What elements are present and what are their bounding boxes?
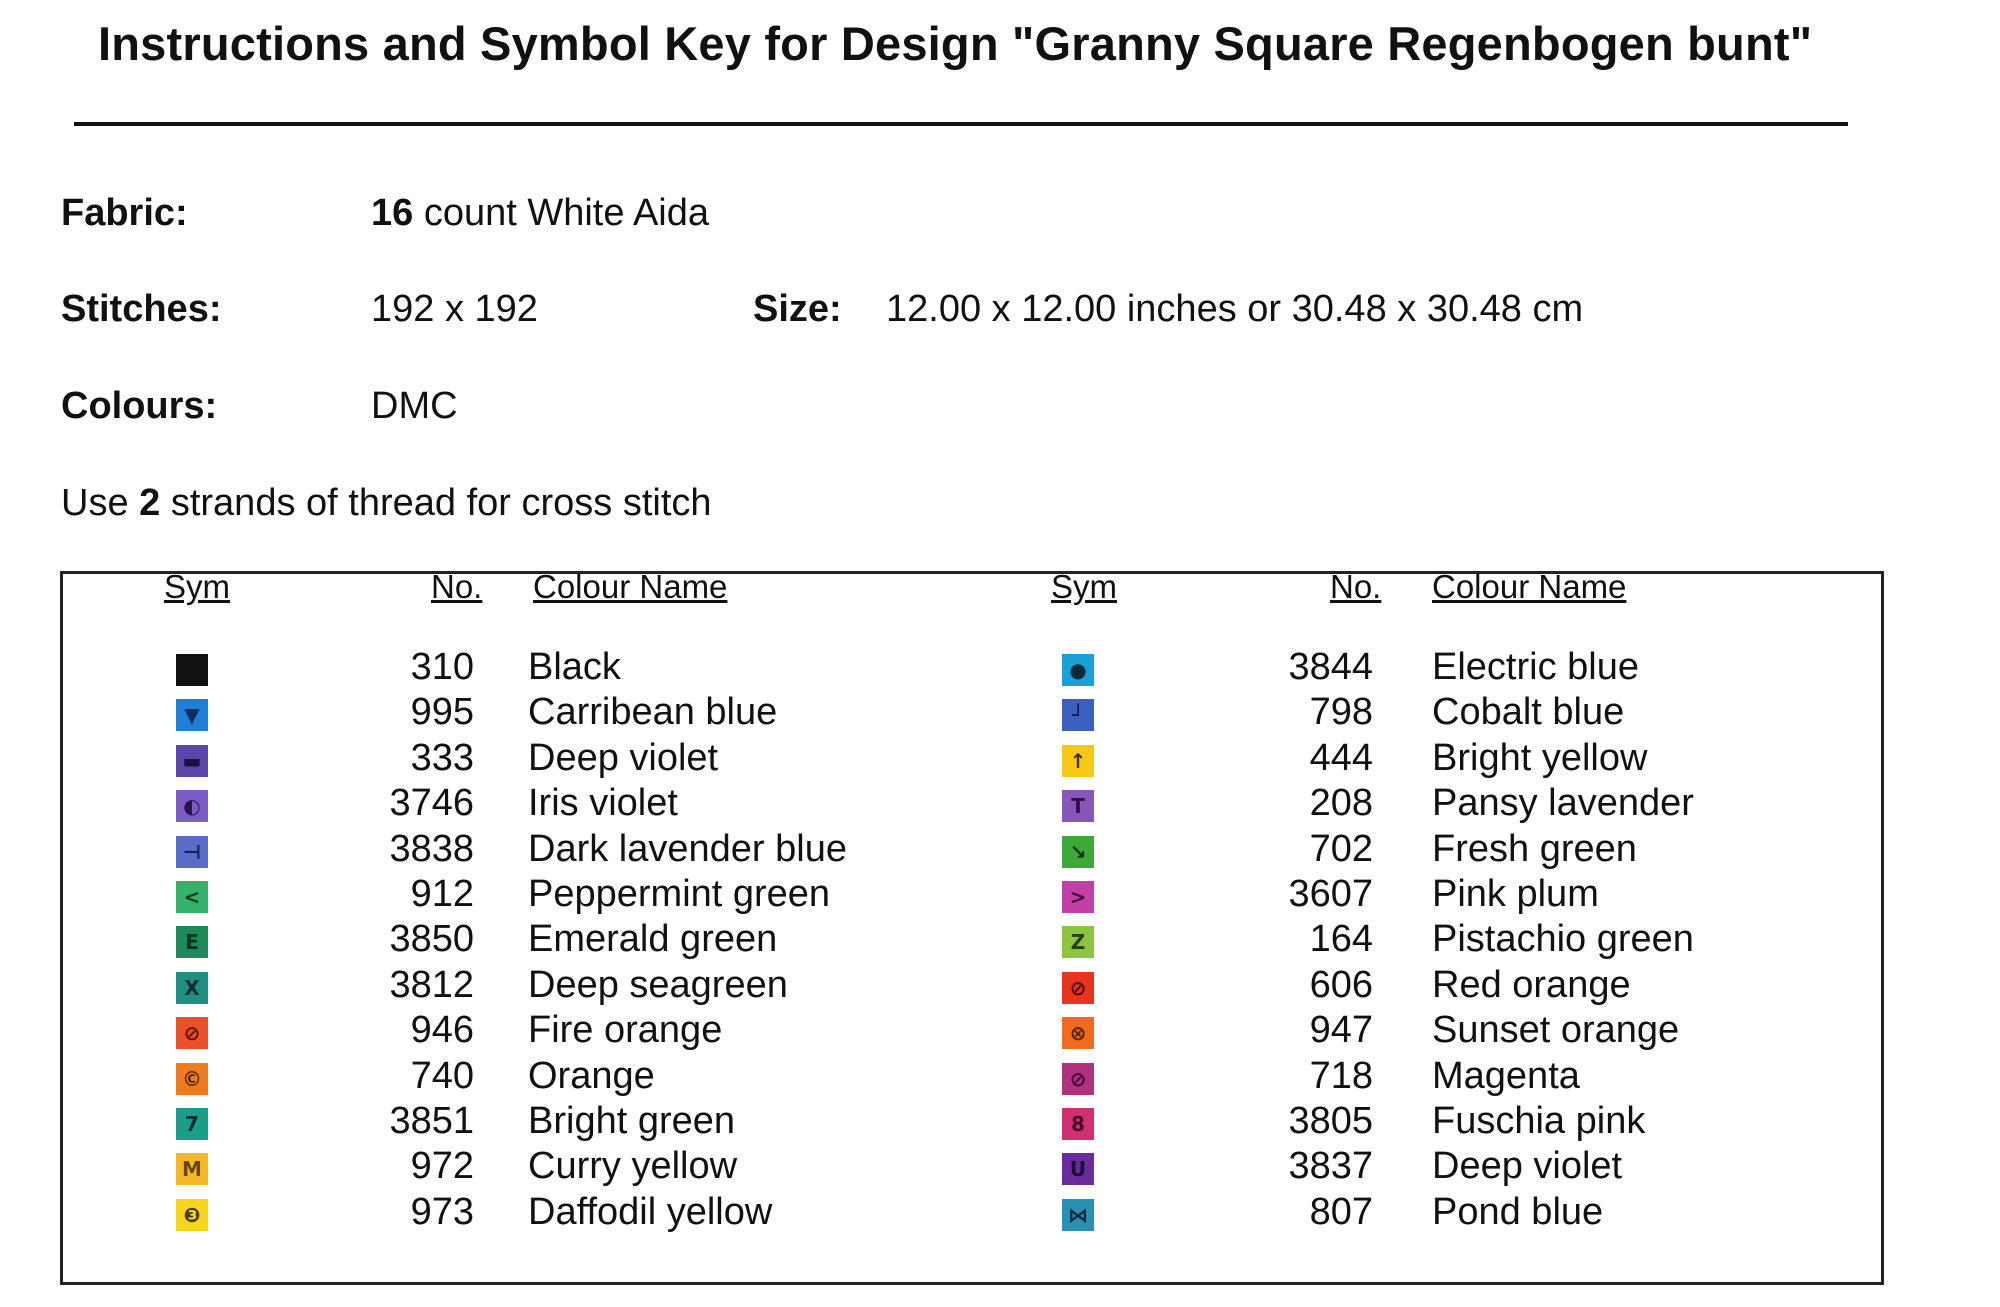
- colour-symbol-icon: ⊣: [176, 836, 208, 868]
- colour-name: Deep seagreen: [528, 963, 788, 1006]
- dmc-number: 702: [1309, 827, 1373, 870]
- dmc-number: 972: [410, 1145, 474, 1188]
- colour-symbol-icon: ⊘: [1062, 1063, 1094, 1095]
- colours-value: DMC: [371, 385, 458, 427]
- stitches-label: Stitches:: [61, 288, 222, 330]
- strands-instruction: [61, 482, 712, 525]
- colour-symbol-icon: ❸: [176, 1199, 208, 1231]
- colour-name: Pond blue: [1432, 1190, 1604, 1233]
- colour-symbol-icon: ⊗: [1062, 1017, 1094, 1049]
- colour-name: Curry yellow: [528, 1145, 738, 1188]
- dmc-number: 798: [1309, 691, 1373, 734]
- colour-name: Electric blue: [1432, 646, 1639, 688]
- colour-name: Sunset orange: [1432, 1009, 1680, 1052]
- colour-name: Fire orange: [528, 1009, 723, 1052]
- dmc-number: 912: [410, 873, 474, 915]
- colour-symbol-icon: U: [1062, 1153, 1094, 1185]
- colour-name: Daffodil yellow: [528, 1190, 773, 1233]
- dmc-number: 740: [410, 1054, 474, 1097]
- colour-name: Carribean blue: [528, 691, 778, 734]
- colour-symbol-icon: 7: [176, 1108, 208, 1140]
- title-divider: [74, 122, 1848, 126]
- dmc-number: 947: [1309, 1009, 1373, 1052]
- strands-count: 2: [139, 482, 161, 524]
- colour-symbol-icon: X: [176, 972, 208, 1004]
- colour-name: Pink plum: [1432, 873, 1599, 915]
- dmc-number: 3851: [389, 1100, 474, 1142]
- left-colour-name-header: Colour Name: [533, 568, 728, 605]
- colour-symbol-icon: ©: [176, 1063, 208, 1095]
- strands-prefix: Use: [61, 482, 140, 524]
- colour-symbol-icon: M: [176, 1153, 208, 1185]
- colour-symbol-icon: ↑: [1062, 745, 1094, 777]
- right-sym-header: Sym: [1051, 568, 1117, 605]
- dmc-number: 995: [410, 691, 474, 734]
- colour-symbol-icon: ▬: [176, 745, 208, 777]
- dmc-number: 3805: [1288, 1100, 1373, 1142]
- colour-symbol-icon: ▼: [176, 699, 208, 731]
- dmc-number: 3850: [389, 918, 474, 961]
- colour-symbol-icon: [176, 654, 208, 686]
- colour-symbol-icon: ●: [1062, 654, 1094, 686]
- dmc-number: 444: [1309, 736, 1373, 779]
- colour-symbol-icon: ⊘: [176, 1017, 208, 1049]
- dmc-number: 3746: [389, 782, 474, 825]
- dmc-number: 3607: [1288, 873, 1373, 915]
- fabric-count: 16: [371, 192, 414, 234]
- colour-name: Dark lavender blue: [528, 827, 847, 870]
- colour-name: Black: [528, 646, 621, 688]
- colour-name: Iris violet: [528, 782, 678, 825]
- colour-name: Deep violet: [528, 736, 719, 779]
- size-value: 12.00 x 12.00 inches or 30.48 x 30.48 cm: [886, 288, 1584, 330]
- dmc-number: 3837: [1288, 1145, 1373, 1188]
- dmc-number: 310: [410, 646, 474, 688]
- dmc-number: 606: [1309, 963, 1373, 1006]
- colour-symbol-icon: Z: [1062, 926, 1094, 958]
- dmc-number: 208: [1309, 782, 1373, 825]
- left-no-header: No.: [431, 568, 483, 605]
- colour-symbol-icon: E: [176, 926, 208, 958]
- left-sym-header: Sym: [164, 568, 230, 605]
- colour-name: Pansy lavender: [1432, 782, 1694, 825]
- right-colour-name-header: Colour Name: [1432, 568, 1627, 605]
- colour-name: Red orange: [1432, 963, 1631, 1006]
- dmc-number: 946: [410, 1009, 474, 1052]
- fabric-description: count White Aida: [413, 192, 710, 234]
- colour-name: Bright green: [528, 1100, 736, 1142]
- colour-symbol-icon: T: [1062, 790, 1094, 822]
- colour-name: Orange: [528, 1054, 655, 1097]
- dmc-number: 3844: [1288, 646, 1373, 688]
- colour-name: Pistachio green: [1432, 918, 1694, 961]
- colour-name: Cobalt blue: [1432, 691, 1625, 734]
- strands-suffix: strands of thread for cross stitch: [160, 482, 712, 524]
- right-no-header: No.: [1330, 568, 1382, 605]
- document-title: Instructions and Symbol Key for Design "Granny Square Regenbogen bunt": [98, 17, 1813, 70]
- colour-name: Peppermint green: [528, 873, 831, 915]
- colour-symbol-icon: >: [1062, 881, 1094, 913]
- colour-name: Fresh green: [1432, 827, 1637, 870]
- colour-symbol-icon: ⋈: [1062, 1199, 1094, 1231]
- colour-symbol-icon: <: [176, 881, 208, 913]
- colour-name: Fuschia pink: [1432, 1100, 1646, 1142]
- colour-symbol-icon: ↘: [1062, 836, 1094, 868]
- colour-name: Deep violet: [1432, 1145, 1623, 1188]
- stitches-value: 192 x 192: [371, 288, 538, 330]
- colour-name: Bright yellow: [1432, 736, 1648, 779]
- colour-name: Emerald green: [528, 918, 778, 961]
- dmc-number: 164: [1309, 918, 1373, 961]
- colour-symbol-icon: 8: [1062, 1108, 1094, 1140]
- dmc-number: 3812: [389, 963, 474, 1006]
- colour-symbol-icon: ◐: [176, 790, 208, 822]
- dmc-number: 807: [1309, 1190, 1373, 1233]
- size-label: Size:: [753, 288, 842, 330]
- fabric-label: Fabric:: [61, 192, 188, 234]
- colour-symbol-icon: ⊘: [1062, 972, 1094, 1004]
- colour-symbol-icon: ┘: [1062, 699, 1094, 731]
- dmc-number: 3838: [389, 827, 474, 870]
- colour-name: Magenta: [1432, 1054, 1580, 1097]
- dmc-number: 718: [1309, 1054, 1373, 1097]
- fabric-value: [371, 192, 709, 235]
- dmc-number: 333: [410, 736, 474, 779]
- dmc-number: 973: [410, 1190, 474, 1233]
- colours-label: Colours:: [61, 385, 218, 427]
